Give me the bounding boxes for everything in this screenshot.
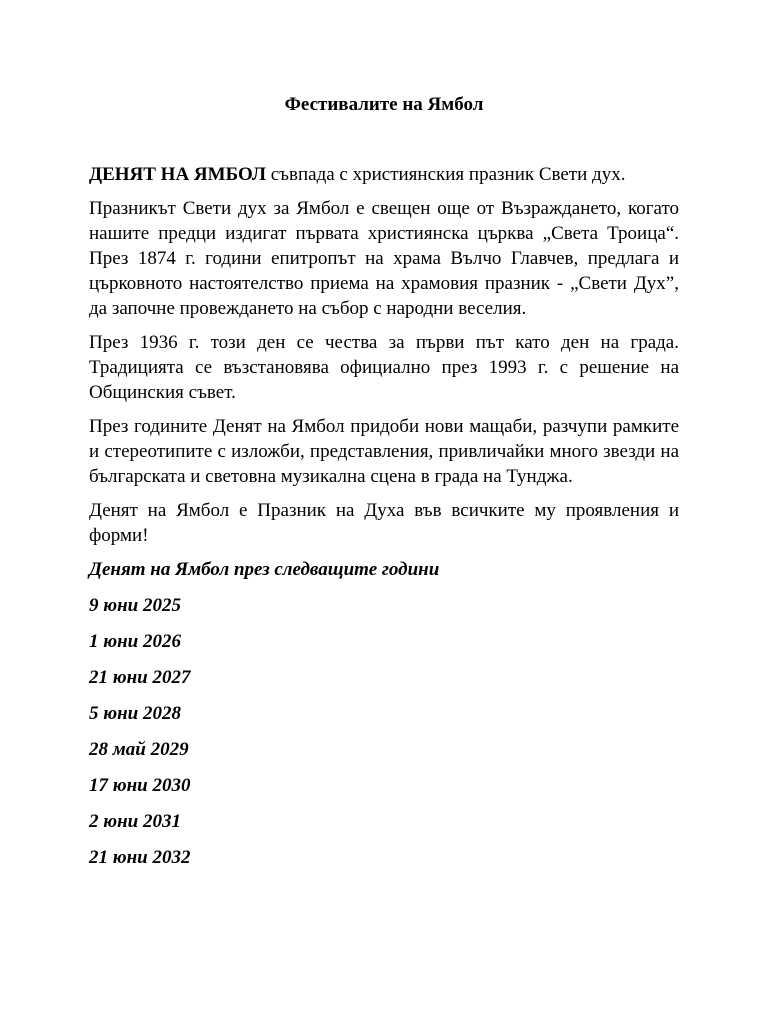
date-item: 2 юни 2031 <box>89 811 181 832</box>
document-title: Фестивалите на Ямбол <box>284 94 484 115</box>
intro-rest: съвпада с християнския празник Свети дух. <box>266 164 626 185</box>
paragraph-history: Празникът Свети дух за Ямбол е свещен още от Възраждането, когато нашите предци издигат първата християнска църква „Света Троица“. През 1874 г. години епитропът на храма Вълчо Главчев, предлага и църковното настоятелство приема на храмовия празник - „Свети Дух”, да започне провеждането на събор с народни веселия. <box>89 198 679 319</box>
date-item: 21 юни 2027 <box>89 667 191 688</box>
date-item: 17 юни 2030 <box>89 775 191 796</box>
document-page <box>89 92 679 881</box>
date-item: 28 май 2029 <box>89 739 189 760</box>
date-item: 21 юни 2032 <box>89 847 191 868</box>
date-item: 1 юни 2026 <box>89 631 181 652</box>
paragraph-growth: През годините Денят на Ямбол придоби нови мащаби, разчупи рамките и стереотипите с изложби, представления, привличайки много звезди на българската и световна музикална сцена в града на Тунджа. <box>89 416 679 487</box>
intro-lead: ДЕНЯТ НА ЯМБОЛ <box>89 164 266 185</box>
intro-paragraph <box>89 162 679 187</box>
dates-list <box>89 593 679 870</box>
date-item: 5 юни 2028 <box>89 703 181 724</box>
date-item: 9 юни 2025 <box>89 595 181 616</box>
dates-heading: Денят на Ямбол през следващите години <box>89 559 440 580</box>
paragraph-spirit: Денят на Ямбол е Празник на Духа във всичките му проявления и форми! <box>89 500 679 546</box>
paragraph-tradition: През 1936 г. този ден се чества за първи път като ден на града. Традицията се възстановява официално през 1993 г. с решение на Общинския съвет. <box>89 332 679 403</box>
